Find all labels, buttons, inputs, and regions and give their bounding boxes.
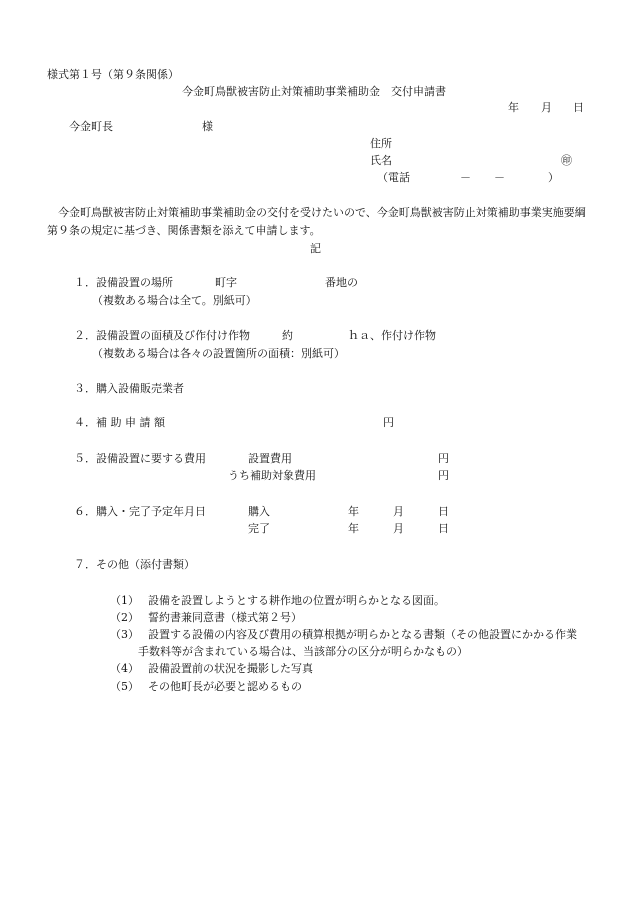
item-cost-subsidy: うち補助対象費用: [228, 469, 316, 482]
attachment-text: その他町長が必要と認めるもの: [148, 680, 302, 693]
item-location-label: １．設備設置の場所: [74, 276, 173, 289]
attachment-text: 設備を設置しようとする耕作地の位置が明らかとなる図面。: [148, 594, 445, 607]
phone-separator-2: －: [494, 171, 505, 184]
item-location-note: （複数ある場合は全て。別紙可）: [92, 294, 257, 307]
addressee-name: 今金町長: [69, 120, 113, 133]
item-cost-install: 設置費用: [248, 452, 292, 465]
attachment-text-continued: 手数料等が含まれている場合は、当該部分の区分が明らかなもの）: [138, 645, 468, 658]
item-amount-yen: 円: [383, 416, 394, 429]
item-schedule-purchase-day: 日: [438, 505, 449, 518]
applicant-name-label: 氏名: [370, 154, 392, 167]
item-schedule-label: ６．購入・完了予定年月日: [74, 505, 206, 518]
seal-mark: ㊞: [561, 154, 572, 167]
item-cost-label: ５．設備設置に要する費用: [74, 452, 206, 465]
item-cost-yen-2: 円: [438, 469, 449, 482]
item-amount-label: ４．補 助 申 請 額: [74, 416, 165, 429]
item-area-approx: 約: [282, 329, 293, 342]
item-location-town: 町字: [215, 276, 237, 289]
item-schedule-purchase: 購入: [248, 505, 270, 518]
item-schedule-complete-day: 日: [438, 522, 449, 535]
phone-separator-1: －: [460, 171, 471, 184]
document-title: 今金町鳥獣被害防止対策補助事業補助金 交付申請書: [182, 85, 446, 98]
item-location-banchi: 番地の: [325, 276, 358, 289]
item-schedule-purchase-month: 月: [393, 505, 404, 518]
item-schedule-complete-month: 月: [393, 522, 404, 535]
ki-heading: 記: [310, 242, 321, 255]
attachment-number: （5）: [110, 680, 139, 693]
attachment-number: （3）: [110, 628, 139, 641]
date-day-label: 日: [573, 101, 584, 114]
attachment-text: 設備設置前の状況を撮影した写真: [148, 662, 313, 675]
item-schedule-complete: 完了: [248, 522, 270, 535]
phone-label: （電話: [377, 171, 410, 184]
attachment-text: 設置する設備の内容及び費用の積算根拠が明らかとなる書類（その他設置にかかる作業: [148, 628, 577, 641]
date-month-label: 月: [541, 101, 552, 114]
item-cost-yen-1: 円: [438, 452, 449, 465]
form-label: 様式第１号（第９条関係）: [47, 68, 179, 81]
phone-close: ）: [548, 171, 559, 184]
attachment-number: （1）: [110, 594, 139, 607]
item-area-label: ２．設備設置の面積及び作付け作物: [74, 329, 250, 342]
date-year-label: 年: [508, 101, 519, 114]
attachment-number: （4）: [110, 662, 139, 675]
attachment-number: （2）: [110, 611, 139, 624]
attachment-text: 誓約書兼同意書（様式第２号）: [148, 611, 302, 624]
application-body-text: 今金町鳥獣被害防止対策補助事業補助金の交付を受けたいので、今金町鳥獣被害防止対策補助事業実施要綱第９条の規定に基づき、関係書類を添えて申請します。: [47, 206, 586, 237]
item-schedule-purchase-year: 年: [348, 505, 359, 518]
item-vendor-label: ３．購入設備販売業者: [74, 382, 184, 395]
item-schedule-complete-year: 年: [348, 522, 359, 535]
addressee-honorific: 様: [202, 120, 213, 133]
item-area-ha: ｈａ、作付け作物: [348, 329, 436, 342]
applicant-address-label: 住所: [370, 137, 392, 150]
item-area-note: （複数ある場合は各々の設置箇所の面積：別紙可）: [92, 347, 345, 360]
item-other-label: ７．その他（添付書類）: [74, 558, 195, 571]
